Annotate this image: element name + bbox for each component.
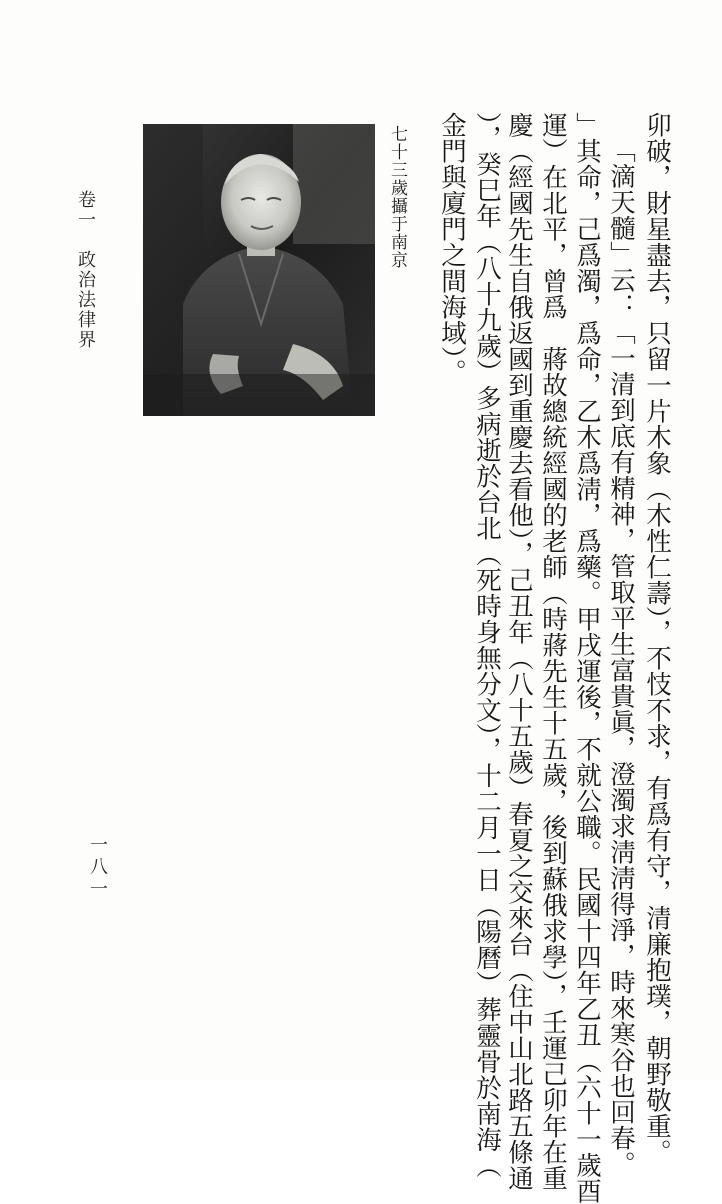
running-header: 卷一 政治法律界	[75, 190, 96, 350]
body-text-column: 運）在北平，曾爲 蔣故總統經國的老師（時蔣先生十五歲，後到蘇俄求學），壬運己卯年在重	[538, 112, 568, 1192]
body-text-column: ），癸巳年（八十九歲）多病逝於台北（死時身無分文），十二月一日（陽曆）葬靈骨於南海（	[472, 112, 502, 1179]
portrait-photo-image	[143, 124, 375, 416]
body-text-column: 慶（經國先生自俄返國到重慶去看他），己丑年（八十五歲）春夏之交來台（住中山北路五條通	[504, 112, 534, 1192]
portrait-photo	[143, 124, 375, 416]
photo-caption: 七十三歲攝于南京	[387, 125, 407, 269]
body-text-column: 」其命，己爲濁，爲命，乙木爲淸，爲藥。甲戌運後，不就公職。民國十四年乙丑（六十一歲酉	[572, 112, 602, 1204]
body-text-column: 「滴天髓」云：「一清到底有精神，管取平生富貴眞，澄濁求淸淸得淨，時來寒谷也回春。	[606, 137, 636, 1177]
body-text-column: 卯破，財星盡去，只留一片木象（木性仁壽），不忮不求，有爲有守，清廉抱璞，朝野敬重。	[642, 112, 672, 1166]
page-number: 一八一	[87, 835, 108, 901]
body-text-column: 金門與廈門之間海域）。	[437, 112, 467, 386]
